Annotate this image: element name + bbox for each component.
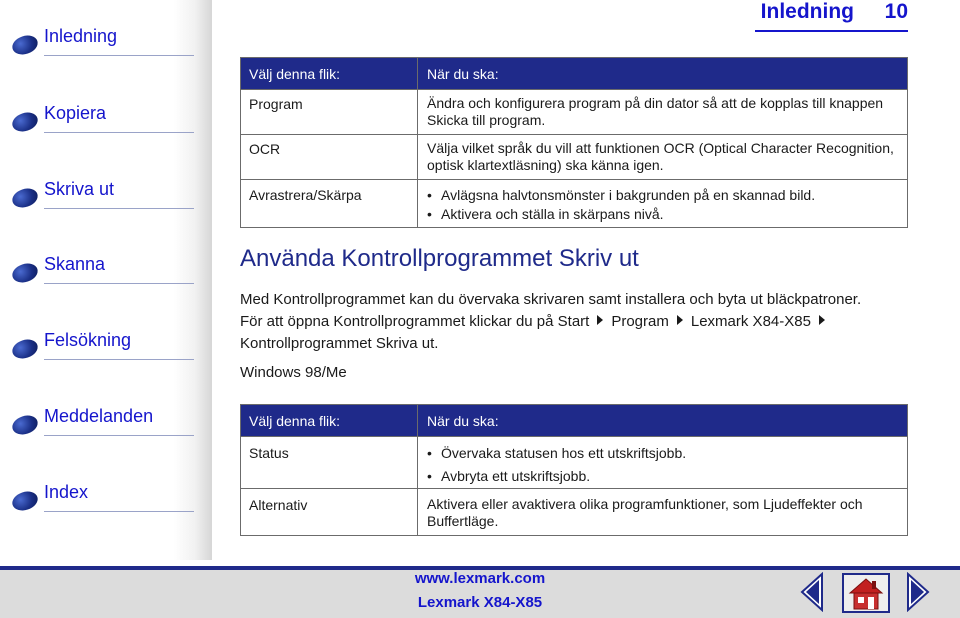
page-number: 10 — [884, 0, 908, 23]
path-step-lexmark: Lexmark X84-X85 — [690, 313, 811, 330]
sidebar-item-label: Inledning — [44, 26, 118, 46]
path-step-start: Start — [557, 313, 590, 330]
table-cell-tab: Program — [249, 96, 303, 112]
table-row — [241, 90, 907, 135]
table-row — [241, 489, 907, 535]
tab-options-table — [240, 57, 908, 228]
sidebar-item-label: Skriva ut — [44, 179, 115, 199]
right-triangle-icon — [677, 315, 683, 325]
sidebar-item-meddelanden[interactable] — [12, 404, 184, 438]
sidebar-item-label: Skanna — [44, 254, 106, 274]
column-divider — [417, 135, 418, 179]
column-header-tab: Välj denna flik: — [249, 66, 341, 82]
nav-bullet-icon — [10, 488, 40, 513]
table-header — [241, 58, 907, 90]
column-divider — [417, 58, 418, 89]
path-step-kontrollprogrammet: Kontrollprogrammet Skriva ut. — [240, 335, 439, 352]
subheading: Windows 98/Me — [240, 364, 347, 381]
footer-url-link[interactable]: www.lexmark.com — [414, 570, 546, 587]
table-header — [241, 405, 907, 437]
table-cell-tab: Avrastrera/Skärpa — [249, 187, 362, 203]
right-triangle-icon — [819, 315, 825, 325]
forward-arrow-icon[interactable] — [906, 572, 930, 612]
path-step-program: Program — [611, 313, 669, 330]
column-divider — [417, 90, 418, 134]
column-divider — [417, 180, 418, 227]
nav-bullet-icon — [10, 412, 40, 437]
divider — [44, 283, 194, 284]
table-cell-bullet: • Avbryta ett utskriftsjobb. — [441, 468, 590, 484]
table-row — [241, 437, 907, 489]
divider — [44, 132, 194, 133]
sidebar-item-skanna[interactable] — [12, 252, 184, 286]
sidebar — [0, 0, 212, 560]
table-row — [241, 180, 907, 227]
table-cell-text: Välja vilket språk du vill att funktionen OCR (Optical Character Recognition, optisk klartextläsning) ska känna igen. — [427, 140, 894, 173]
table-cell-tab: Status — [249, 445, 289, 461]
column-header-action: När du ska: — [427, 66, 499, 82]
page-title: Inledning — [760, 0, 854, 23]
divider — [44, 55, 194, 56]
section-heading: Använda Kontrollprogrammet Skriv ut — [240, 245, 639, 272]
column-divider — [417, 405, 418, 436]
table-cell-bullet: • Aktivera och ställa in skärpans nivå. — [441, 206, 664, 222]
paragraph-text: För att öppna Kontrollprogrammet klickar du på — [240, 313, 554, 330]
table-cell-tab: OCR — [249, 141, 281, 157]
column-divider — [417, 437, 418, 488]
table-row — [241, 135, 907, 180]
footer-model: Lexmark X84-X85 — [417, 594, 543, 611]
divider — [44, 511, 194, 512]
divider — [44, 359, 194, 360]
paragraph-line: Med Kontrollprogrammet kan du övervaka skrivaren samt installera och byta ut bläckpatroner. — [240, 291, 862, 308]
sidebar-item-kopiera[interactable] — [12, 101, 184, 135]
right-triangle-icon — [597, 315, 603, 325]
nav-bullet-icon — [10, 109, 40, 134]
table-cell-bullet: • Övervaka statusen hos ett utskriftsjobb. — [441, 445, 686, 461]
nav-bullet-icon — [10, 260, 40, 285]
divider — [44, 208, 194, 209]
column-divider — [417, 489, 418, 535]
sidebar-item-label: Index — [44, 482, 89, 502]
column-header-action: När du ska: — [427, 413, 499, 429]
nav-bullet-icon — [10, 336, 40, 361]
sidebar-item-inledning[interactable] — [12, 24, 184, 58]
home-icon[interactable] — [842, 573, 890, 613]
nav-bullet-icon — [10, 32, 40, 57]
column-header-tab: Välj denna flik: — [249, 413, 341, 429]
header-divider — [755, 30, 908, 32]
table-cell-bullet: • Avlägsna halvtonsmönster i bakgrunden på en skannad bild. — [441, 187, 815, 203]
table-cell-text: Ändra och konfigurera program på din dator så att de kopplas till knappen Skicka till program. — [427, 95, 884, 128]
tab-options-table-2 — [240, 404, 908, 536]
sidebar-item-felsokning[interactable] — [12, 328, 184, 362]
table-cell-tab: Alternativ — [249, 497, 308, 513]
divider — [44, 435, 194, 436]
sidebar-item-skriva-ut[interactable] — [12, 177, 184, 211]
sidebar-item-index[interactable] — [12, 480, 184, 514]
table-cell-text: Aktivera eller avaktivera olika programfunktioner, som Ljudeffekter och Buffertläge. — [427, 496, 863, 529]
sidebar-item-label: Meddelanden — [44, 406, 154, 426]
sidebar-item-label: Felsökning — [44, 330, 132, 350]
nav-bullet-icon — [10, 185, 40, 210]
sidebar-item-label: Kopiera — [44, 103, 107, 123]
paragraph-line — [240, 311, 833, 333]
back-arrow-icon[interactable] — [800, 572, 824, 612]
